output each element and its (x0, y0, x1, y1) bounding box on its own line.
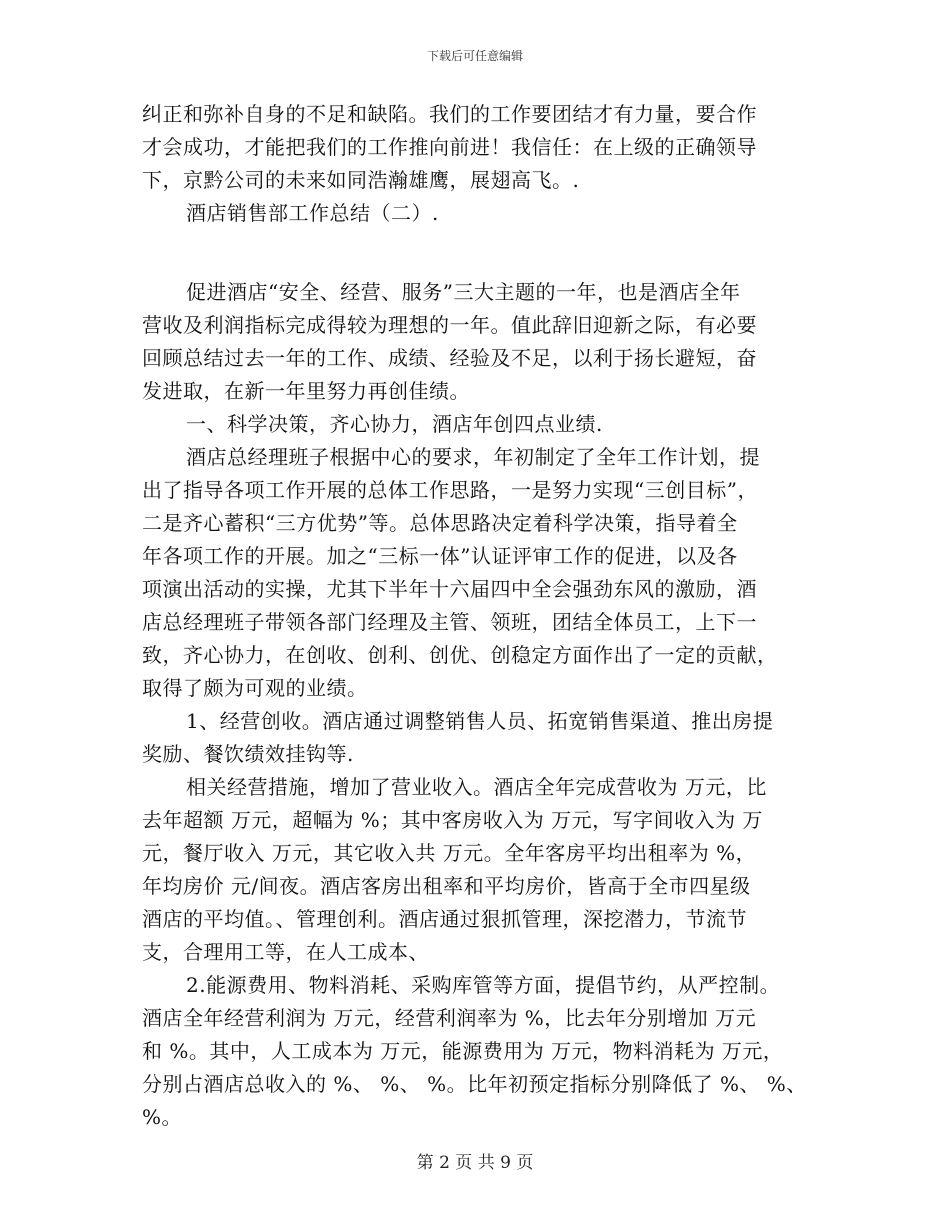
paragraph-gap (142, 230, 810, 276)
body-line: 支，合理用工等，在人工成本、 (142, 940, 429, 964)
body-line: 项演出活动的实操，尤其下半年十六届四中全会强劲东风的激励，酒 (142, 577, 757, 601)
body-line: 营收及利润指标完成得较为理想的一年。值此辞旧迎新之际，有必要 (142, 313, 757, 337)
body-line: 取得了颇为可观的业绩。 (142, 676, 368, 700)
body-line: 致，齐心协力，在创收、创利、创优、创稳定方面作出了一定的贡献， (142, 643, 778, 667)
page-number-footer: 第 2 页 共 9 页 (416, 1153, 534, 1173)
body-line: 才会成功，才能把我们的工作推向前进！我信任：在上级的正确领导 (142, 135, 757, 159)
body-line: 酒店的平均值。、管理创利。酒店通过狠抓管理，深挖潜力，节流节 (142, 907, 747, 931)
body-line: 店总经理班子带领各部门经理及主管、领班，团结全体员工，上下一 (142, 610, 757, 634)
body-line: 发进取，在新一年里努力再创佳绩。 (142, 379, 470, 403)
body-line: 相关经营措施，增加了营业收入。酒店全年完成营收为 万元，比 (186, 775, 767, 799)
body-line: 纠正和弥补自身的不足和缺陷。我们的工作要团结才有力量，要合作 (142, 102, 757, 126)
body-line: 回顾总结过去一年的工作、成绩、经验及不足，以利于扬长避短，奋 (142, 346, 757, 370)
document-body (142, 98, 810, 1134)
body-line: 奖励、餐饮绩效挂钩等. (142, 742, 354, 766)
body-line: 年均房价 元/间夜。酒店客房出租率和平均房价，皆高于全市四星级 (142, 874, 751, 898)
body-line: 年各项工作的开展。加之“三标一体”认证评审工作的促进，以及各 (142, 544, 738, 568)
body-line: 元，餐厅收入 万元，其它收入共 万元。全年客房平均出租率为 %， (142, 841, 757, 865)
body-line: 出了指导各项工作开展的总体工作思路，一是努力实现“三创目标”， (142, 478, 758, 502)
section-heading: 一、科学决策，齐心协力，酒店年创四点业绩. (186, 412, 603, 436)
body-line: 促进酒店“安全、经营、服务”三大主题的一年，也是酒店全年 (186, 280, 741, 304)
body-line: 酒店总经理班子根据中心的要求，年初制定了全年工作计划，提 (186, 445, 760, 469)
body-line: 酒店全年经营利润为 万元，经营利润率为 %，比去年分别增加 万元 (142, 1006, 757, 1030)
section-title: 酒店销售部工作总结（二）. (186, 201, 439, 225)
body-line: 下，京黔公司的未来如同浩瀚雄鹰，展翅高飞。. (142, 168, 580, 192)
body-line: 分别占酒店总收入的 %、 %、 %。比年初预定指标分别降低了 %、 %、 (142, 1072, 807, 1096)
body-line: %。 (142, 1105, 183, 1129)
body-line: 和 %。其中，人工成本为 万元，能源费用为 万元，物料消耗为 万元， (142, 1039, 784, 1063)
body-line: 去年超额 万元，超幅为 %；其中客房收入为 万元，写字间收入为 万 (142, 808, 763, 832)
page-header: 下载后可任意编辑 (426, 49, 523, 63)
body-line: 2.能源费用、物料消耗、采购库管等方面，提倡节约，从严控制。 (186, 973, 781, 997)
body-line: 二是齐心蓄积“三方优势”等。总体思路决定着科学决策，指导着全 (142, 511, 738, 535)
body-line: 1、经营创收。酒店通过调整销售人员、拓宽销售渠道、推出房提 (186, 709, 774, 733)
